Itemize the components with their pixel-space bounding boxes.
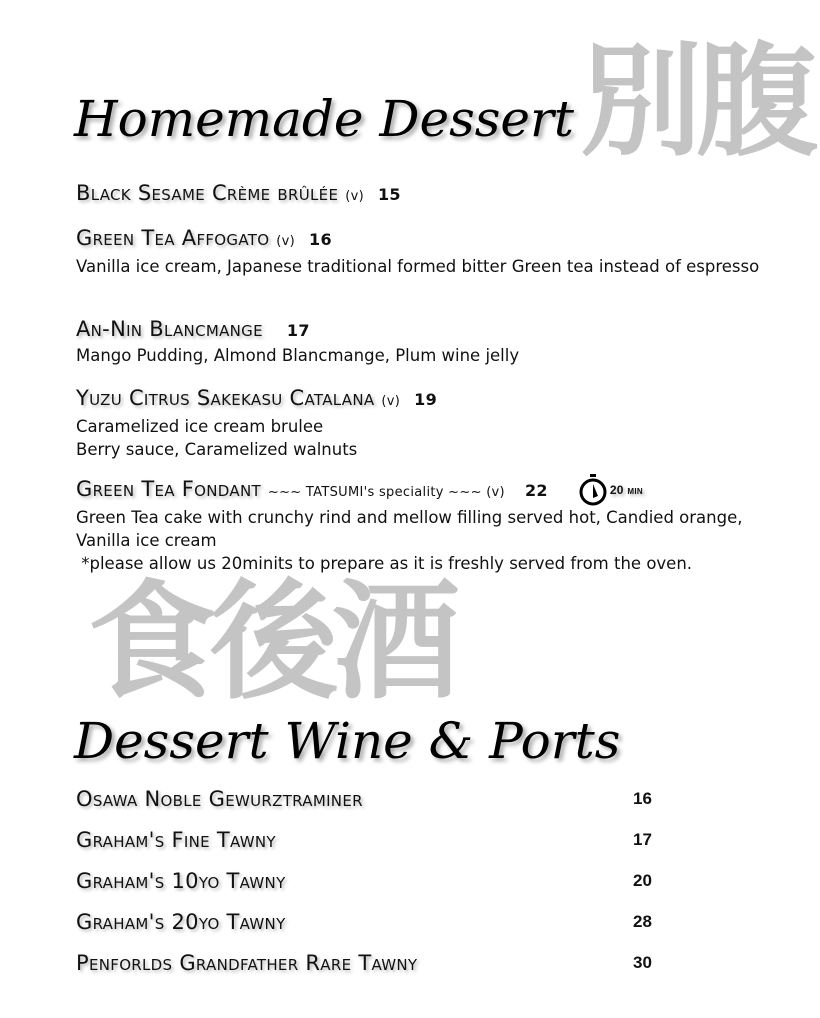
wine-name: Penforlds Grandfather Rare Tawny (76, 951, 418, 975)
item-description: Green Tea cake with crunchy rind and mellow filling served hot, Candied orange, Vanilla ice cream (76, 508, 743, 550)
wine-price: 17 (633, 830, 652, 849)
wine-kanji-watermark: 食後酒 (88, 567, 455, 717)
menu-item (76, 474, 760, 575)
item-price: 19 (414, 390, 438, 409)
item-tag: (v) (276, 234, 296, 249)
item-name: Yuzu Citrus Sakekasu Catalana (76, 386, 375, 410)
item-price: 16 (309, 230, 332, 249)
wine-name: Graham's 20yo Tawny (76, 910, 286, 934)
wine-name: Osawa Noble Gewurztraminer (76, 787, 363, 811)
wine-item (76, 827, 676, 853)
menu-item (76, 316, 780, 367)
wine-price: 30 (633, 953, 652, 972)
menu-item (76, 225, 780, 278)
item-tag: (v) (381, 394, 401, 409)
item-description: Berry sauce, Caramelized walnuts (76, 440, 358, 459)
menu-item (76, 180, 780, 210)
wine-price: 28 (633, 912, 652, 931)
timer (578, 474, 643, 506)
item-note: *please allow us 20minits to prepare as it is freshly served from the oven. (76, 554, 693, 573)
item-price: 22 (524, 481, 548, 500)
item-name: Green Tea Affogato (76, 226, 270, 250)
item-tag: (v) (345, 189, 364, 204)
item-tag: ~~~ TATSUMI's speciality ~~~ (v) (267, 485, 505, 500)
dessert-section-title: Homemade Dessert (74, 90, 574, 148)
stopwatch-icon (578, 474, 608, 506)
wine-item (76, 868, 676, 894)
wine-item (76, 786, 676, 812)
wine-item (76, 950, 676, 976)
item-name: An-Nin Blancmange (76, 317, 263, 341)
wine-name: Graham's 10yo Tawny (76, 869, 286, 893)
item-description: Mango Pudding, Almond Blancmange, Plum wine jelly (76, 346, 520, 365)
dessert-kanji-watermark: 別腹 (580, 29, 812, 173)
wine-item (76, 909, 676, 935)
item-price: 17 (286, 321, 310, 340)
wine-price: 16 (633, 789, 652, 808)
timer-label: 20 min (609, 483, 643, 497)
item-name: Green Tea Fondant (76, 477, 261, 501)
item-description: Vanilla ice cream, Japanese traditional formed bitter Green tea instead of espresso (76, 257, 760, 276)
menu-item (76, 385, 780, 461)
wine-price: 20 (633, 871, 652, 890)
item-description: Caramelized ice cream brulee (76, 417, 324, 436)
item-price: 15 (377, 185, 401, 204)
item-name: Black Sesame Crème brûlée (76, 181, 339, 205)
wine-name: Graham's Fine Tawny (76, 828, 276, 852)
wine-section-title: Dessert Wine & Ports (74, 712, 621, 770)
